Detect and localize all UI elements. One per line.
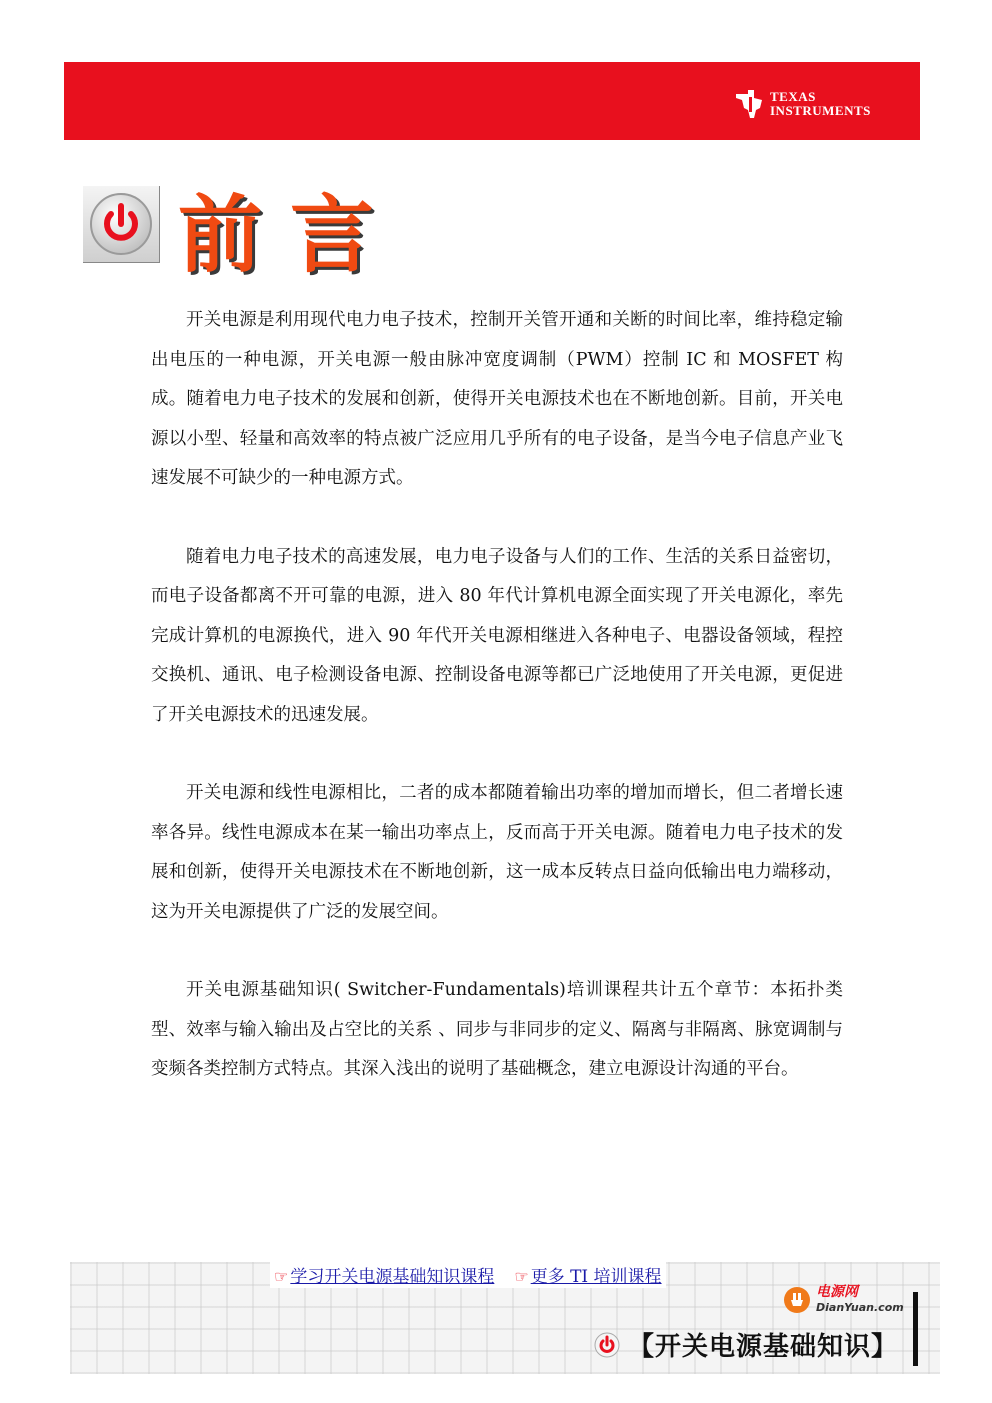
page-title: 前言 (178, 186, 403, 284)
series-title-text: 【开关电源基础知识】 (628, 1332, 899, 1362)
paragraph: 开关电源基础知识( Switcher-Fundamentals)培训课程共计五个章节：本拓扑类型、效率与输入输出及占空比的关系 、同步与非同步的定义、隔离与非隔离、脉宽调制与变频各类控制方式特点。其深入浅出的说明了基础概念，建立电源设计沟通的平台。 (151, 980, 843, 1079)
body-text (151, 301, 843, 1129)
header-bar (64, 62, 920, 140)
paragraph: 随着电力电子技术的高速发展，电力电子设备与人们的工作、生活的关系日益密切，而电子设备都离不开可靠的电源，进入 80 年代计算机电源全面实现了开关电源化，率先完成计算机的电源换代，进入 90 年代开关电源相继进入各种电子、电器设备领域，程控交换机、通讯、电子检测设备电源、控制设备电源等都已广泛地使用了开关电源，更促进了开关电源技术的迅速发展。 (151, 546, 843, 725)
footer-divider (913, 1292, 918, 1366)
ti-logo-icon (734, 88, 764, 120)
power-icon-small (594, 1332, 620, 1358)
dianyuan-logo (782, 1284, 904, 1316)
basics-course-link[interactable]: 学习开关电源基础知识课程 (290, 1267, 495, 1287)
series-title (594, 1326, 898, 1363)
brand-line2: INSTRUMENTS (770, 103, 871, 118)
power-button-graphic (83, 186, 160, 263)
footer-links (270, 1262, 666, 1288)
paragraph: 开关电源和线性电源相比，二者的成本都随着输出功率的增加而增长，但二者增长速率各异。线性电源成本在某一输出功率点上，反而高于开关电源。随着电力电子技术的发展和创新，使得开关电源技术在不断地创新，这一成本反转点日益向低输出电力端移动，这为开关电源提供了广泛的发展空间。 (151, 783, 843, 922)
paragraph: 开关电源是利用现代电力电子技术，控制开关管开通和关断的时间比率，维持稳定输出电压的一种电源，开关电源一般由脉冲宽度调制（PWM）控制 IC 和 MOSFET 构成。随着电力电子技术的发展和创新，使得开关电源技术也在不断地创新。目前，开关电源以小型、轻量和高效率的特点被广泛应用几乎所有的电子设备，是当今电子信息产业飞速发展不可缺少的一种电源方式。 (151, 310, 843, 488)
site-name-cn: 电源网 (816, 1284, 858, 1300)
site-name-en: DianYuan.com (816, 1301, 904, 1314)
more-ti-courses-link[interactable]: 更多 TI 培训课程 (530, 1267, 662, 1287)
footer (70, 1262, 940, 1374)
pointing-hand-icon: ☞ (274, 1267, 289, 1286)
brand-line1: TEXAS (770, 89, 816, 104)
ti-logo (734, 87, 871, 121)
power-icon (83, 186, 159, 262)
pointing-hand-icon: ☞ (514, 1267, 529, 1286)
plug-icon (782, 1285, 812, 1315)
